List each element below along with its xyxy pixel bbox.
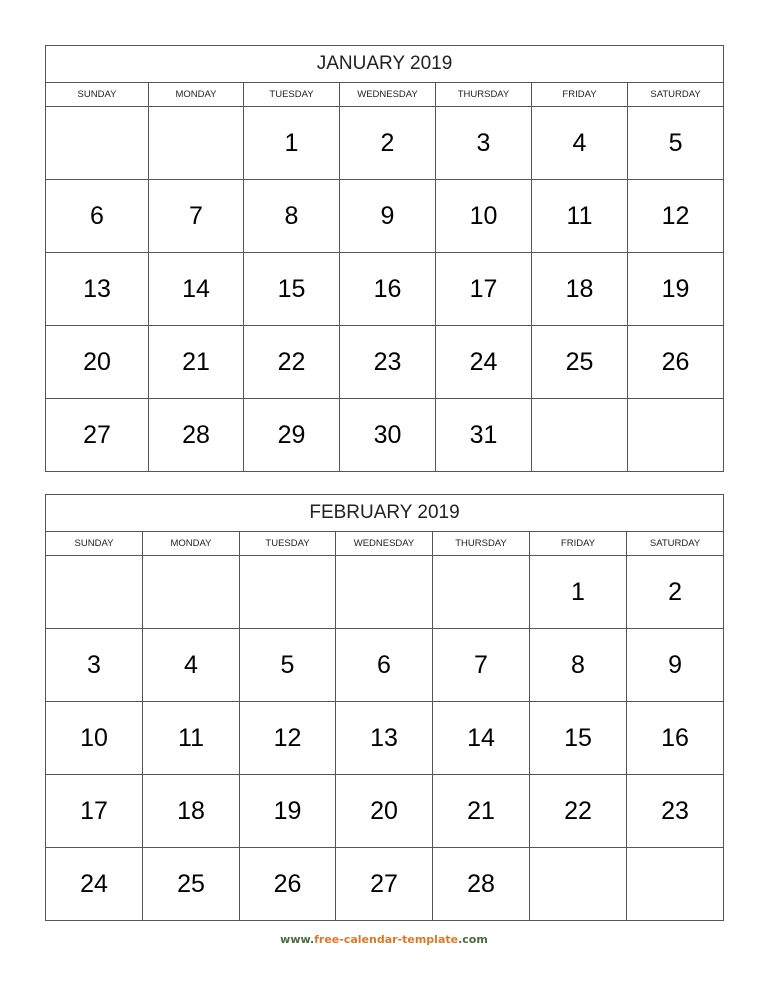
day-cell: 18 [532, 253, 628, 326]
day-cell: 13 [336, 702, 433, 775]
day-cell: 6 [46, 180, 149, 253]
day-cell: 28 [433, 848, 530, 921]
day-cell [530, 848, 627, 921]
day-cell: 29 [244, 399, 340, 472]
day-cell [336, 556, 433, 629]
day-cell: 13 [46, 253, 149, 326]
day-cell: 21 [149, 326, 244, 399]
day-cell: 21 [433, 775, 530, 848]
weekday-header: THURSDAY [433, 532, 530, 556]
day-cell: 31 [436, 399, 532, 472]
weekday-header: TUESDAY [240, 532, 336, 556]
day-cell: 11 [143, 702, 240, 775]
day-cell: 5 [240, 629, 336, 702]
weekday-header-row [46, 532, 724, 556]
weekday-header: WEDNESDAY [336, 532, 433, 556]
month-title: JANUARY 2019 [46, 46, 724, 83]
day-cell: 15 [530, 702, 627, 775]
day-cell: 19 [240, 775, 336, 848]
day-cell: 20 [46, 326, 149, 399]
day-cell: 24 [46, 848, 143, 921]
weekday-header: SATURDAY [628, 83, 724, 107]
day-cell [143, 556, 240, 629]
day-cell: 12 [628, 180, 724, 253]
day-cell: 14 [433, 702, 530, 775]
weekday-header-row [46, 83, 724, 107]
week-row [46, 253, 724, 326]
calendar-january [45, 45, 724, 472]
day-cell: 27 [46, 399, 149, 472]
day-cell: 11 [532, 180, 628, 253]
day-cell [46, 107, 149, 180]
day-cell: 19 [628, 253, 724, 326]
day-cell: 7 [149, 180, 244, 253]
day-cell: 20 [336, 775, 433, 848]
day-cell: 25 [143, 848, 240, 921]
footer-link[interactable] [0, 933, 768, 946]
day-cell: 27 [336, 848, 433, 921]
day-cell: 26 [240, 848, 336, 921]
day-cell: 6 [336, 629, 433, 702]
day-cell: 4 [532, 107, 628, 180]
title-row [46, 46, 724, 83]
week-row [46, 702, 724, 775]
weekday-header: SUNDAY [46, 83, 149, 107]
day-cell: 10 [46, 702, 143, 775]
day-cell: 17 [436, 253, 532, 326]
weekday-header: TUESDAY [244, 83, 340, 107]
calendar-february [45, 494, 724, 921]
week-row [46, 629, 724, 702]
week-row [46, 399, 724, 472]
day-cell [149, 107, 244, 180]
month-title: FEBRUARY 2019 [46, 495, 724, 532]
day-cell [628, 399, 724, 472]
day-cell: 7 [433, 629, 530, 702]
day-cell: 30 [340, 399, 436, 472]
day-cell: 22 [530, 775, 627, 848]
day-cell: 1 [244, 107, 340, 180]
day-cell [240, 556, 336, 629]
day-cell: 3 [436, 107, 532, 180]
weekday-header: MONDAY [143, 532, 240, 556]
day-cell [433, 556, 530, 629]
day-cell: 1 [530, 556, 627, 629]
day-cell: 18 [143, 775, 240, 848]
day-cell: 23 [627, 775, 724, 848]
day-cell: 2 [340, 107, 436, 180]
day-cell: 10 [436, 180, 532, 253]
day-cell: 9 [627, 629, 724, 702]
day-cell: 26 [628, 326, 724, 399]
weekday-header: FRIDAY [532, 83, 628, 107]
day-cell: 23 [340, 326, 436, 399]
weekday-header: THURSDAY [436, 83, 532, 107]
footer-domain: free-calendar-template [314, 933, 459, 946]
day-cell: 14 [149, 253, 244, 326]
day-cell: 17 [46, 775, 143, 848]
day-cell [46, 556, 143, 629]
day-cell: 28 [149, 399, 244, 472]
footer-prefix: www. [280, 933, 315, 946]
day-cell [532, 399, 628, 472]
weekday-header: FRIDAY [530, 532, 627, 556]
day-cell: 8 [530, 629, 627, 702]
week-row [46, 107, 724, 180]
day-cell: 16 [340, 253, 436, 326]
day-cell: 16 [627, 702, 724, 775]
day-cell: 15 [244, 253, 340, 326]
week-row [46, 848, 724, 921]
weekday-header: SUNDAY [46, 532, 143, 556]
week-row [46, 326, 724, 399]
week-row [46, 775, 724, 848]
week-row [46, 180, 724, 253]
weekday-header: SATURDAY [627, 532, 724, 556]
day-cell: 22 [244, 326, 340, 399]
day-cell: 5 [628, 107, 724, 180]
day-cell: 12 [240, 702, 336, 775]
day-cell: 24 [436, 326, 532, 399]
footer-suffix: .com [458, 933, 488, 946]
day-cell: 2 [627, 556, 724, 629]
day-cell: 3 [46, 629, 143, 702]
day-cell: 4 [143, 629, 240, 702]
day-cell: 8 [244, 180, 340, 253]
day-cell [627, 848, 724, 921]
day-cell: 9 [340, 180, 436, 253]
day-cell: 25 [532, 326, 628, 399]
weekday-header: MONDAY [149, 83, 244, 107]
weekday-header: WEDNESDAY [340, 83, 436, 107]
week-row [46, 556, 724, 629]
title-row [46, 495, 724, 532]
